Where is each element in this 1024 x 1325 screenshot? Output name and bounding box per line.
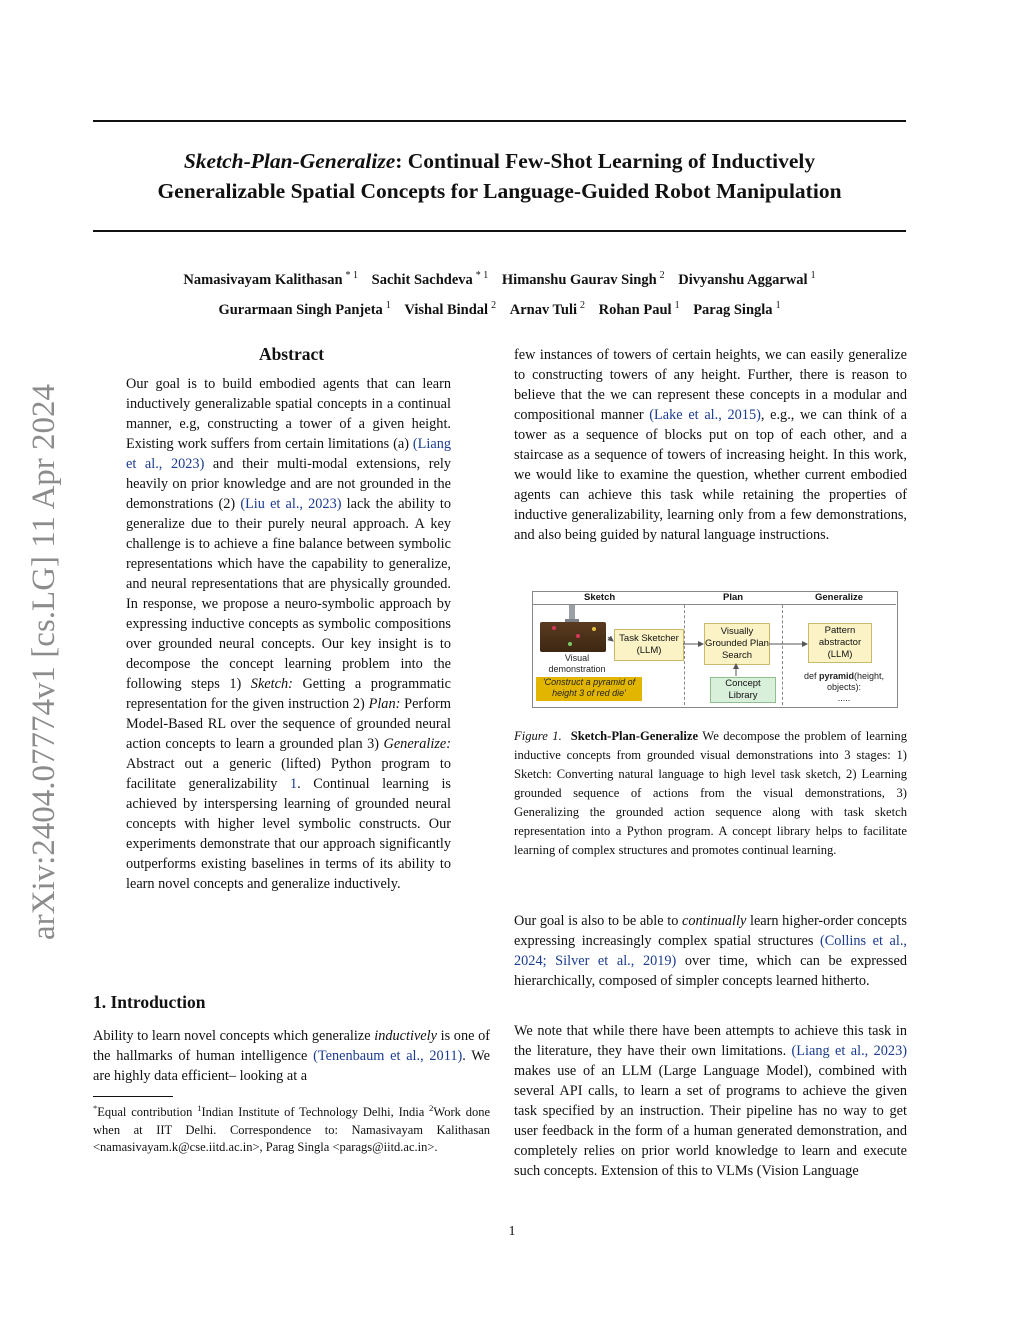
arxiv-stamp: arXiv:2404.07774v1 [cs.LG] 11 Apr 2024 <box>26 383 62 940</box>
author: Divyanshu Aggarwal $^1$ <box>678 270 816 288</box>
right-paragraph-2: Our goal is also to be able to continually learn higher-order concepts expressing increasingly complex spatial structures (Collins et al., 2024; Silver et al., 2019) over time, which can be expressed hierarchically, composed of simpler concepts learned hitherto. <box>514 913 907 989</box>
figure-1 <box>532 591 898 709</box>
figure-col-generalize: Generalize <box>815 592 864 603</box>
author: Vishal Bindal $^2$ <box>404 300 497 318</box>
citation-link[interactable]: (Tenenbaum et al., 2011) <box>313 1048 463 1064</box>
abstract-heading: Abstract <box>258 344 325 364</box>
figure-caption: Figure 1. Sketch-Plan-Generalize We decompose the problem of learning inductive concepts from grounded visual demonstrations into 3 stages: 1) Sketch: Converting natural language to high level task sketch, 2) Learning grounded sequence of actions from the visual demonstrations, 3) Generalizing the grounded action sequence along with task sketch representation into a Python program. A concept library helps to facilitate learning of complex structures and promotes continual learning. <box>514 729 907 857</box>
author: Parag Singla $^1$ <box>693 300 781 318</box>
author: Rohan Paul $^1$ <box>598 300 680 318</box>
concept-library-box: Concept Library <box>710 677 776 703</box>
title-rest: : Continual Few-Shot Learning of Inductively <box>395 149 816 173</box>
pattern-abstractor-box: Pattern abstractor (LLM) <box>808 623 872 663</box>
grounded-search-box: Visually Grounded Plan Search <box>704 623 770 665</box>
intro-paragraph: Ability to learn novel concepts which generalize inductively is one of the hallmarks of human intelligence (Tenenbaum et al., 2011). We are highly data efficient– looking at a <box>93 1028 490 1084</box>
citation-link[interactable]: (Lake et al., 2015) <box>649 407 761 423</box>
author: Gurarmaan Singh Panjeta $^1$ <box>218 300 391 318</box>
author-list <box>93 263 906 323</box>
visual-demo-label: Visual demonstration <box>548 653 606 674</box>
title-bottom-rule <box>93 230 906 232</box>
figure-col-plan: Plan <box>723 592 744 603</box>
author: Himanshu Gaurav Singh $^2$ <box>501 270 665 288</box>
citation-link[interactable]: (Liu et al., 2023) <box>240 496 342 512</box>
command-text: 'Construct a pyramid of height 3 of red die' <box>536 677 642 701</box>
title-line2: Generalizable Spatial Concepts for Language-Guided Robot Manipulation <box>157 179 842 203</box>
intro-heading: 1. Introduction <box>93 992 206 1012</box>
author: Arnav Tuli $^2$ <box>509 300 586 318</box>
abstract-body: Our goal is to build embodied agents that can learn inductively generalizable spatial concepts in a continual manner, e.g, constructing a tower of a given height. Existing work suffers from certain limitations (a) (Liang et al., 2023) and their multi-modal extensions, rely heavily on prior knowledge and are not grounded in the demonstrations (2) (Liu et al., 2023) lack the ability to generalize due to their purely neural approach. A key challenge is to achieve a fine balance between symbolic representations which have the capability to generalize, and neural representations that are physically grounded. In response, we propose a neuro-symbolic approach by expressing inductive concepts as symbolic compositions over grounded neural concepts. Our key insight is to decompose the concept learning problem into the following steps 1) Sketch: Getting a programmatic representation for the given instruction 2) Plan: Perform Model-Based RL over the sequence of grounded neural action concepts to learn a grounded plan 3) Generalize: Abstract out a generic (lifted) Python program to facilitate generalizability 1. Continual learning is achieved by interspersing learning of grounded neural concepts with higher level symbolic constructs. Our experiments demonstrate that our approach significantly outperforms existing baselines in terms of its ability to learn novel concepts and generalize inductively. <box>126 376 451 892</box>
footnote: *Equal contribution $^1$Indian Institute of Technology Delhi, India $^2$Work done when at IIT Delhi. Correspondence to: Namasivayam Kalithasan <namasivayam.k@cse.iitd.ac.in>, Parag Singla <parags@iitd.ac.in>. <box>93 1103 491 1154</box>
right-paragraph-1: few instances of towers of certain heights, we can easily generalize to constructing towers of any height. Further, there is reason to believe that the we can represent these concepts in a modular and compositional manner (Lake et al., 2015), e.g., we can think of a tower as a sequence of blocks put on top of each other, and a staircase as a sequence of towers of increasing height. In this work, we would like to examine the question, whether current embodied agents can achieve this task while retaining the properties of inductive generalizability, learning only from a few demonstrations, and also being guided by natural language instructions. <box>514 347 907 543</box>
author: Sachit Sachdeva $^{* 1}$ <box>371 270 489 288</box>
footnote-rule <box>93 1096 173 1097</box>
citation-link[interactable]: (Liang et al., 2023) <box>126 436 451 472</box>
code-snippet: def pyramid(height, objects): ..... <box>803 671 885 703</box>
figure-ref-link[interactable]: 1 <box>289 776 298 792</box>
top-rule <box>93 120 906 122</box>
paper-title <box>93 146 906 206</box>
citation-link[interactable]: (Collins et al., 2024; Silver et al., 2019) <box>514 933 907 969</box>
figure-col-sketch: Sketch <box>584 592 616 603</box>
title-italic: Sketch-Plan-Generalize <box>183 149 396 173</box>
task-sketcher-box: Task Sketcher (LLM) <box>614 629 684 661</box>
right-paragraph-3: We note that while there have been attempts to achieve this task in the literature, they have their own limitations. (Liang et al., 2023) makes use of an LLM (Large Language Model), combined with several API calls, to learn a set of programs to achieve the given task specified by an instruction. Their pipeline has no way to get user feedback in the form of a human generated demonstration, and completely relies on prior world knowledge to learn and execute such concepts. Extension of this to VLMs (Vision Language <box>514 1023 907 1179</box>
author: Namasivayam Kalithasan $^{* 1}$ <box>183 270 359 288</box>
citation-link[interactable]: (Liang et al., 2023) <box>791 1043 907 1059</box>
page-number: 1 <box>508 1224 516 1239</box>
